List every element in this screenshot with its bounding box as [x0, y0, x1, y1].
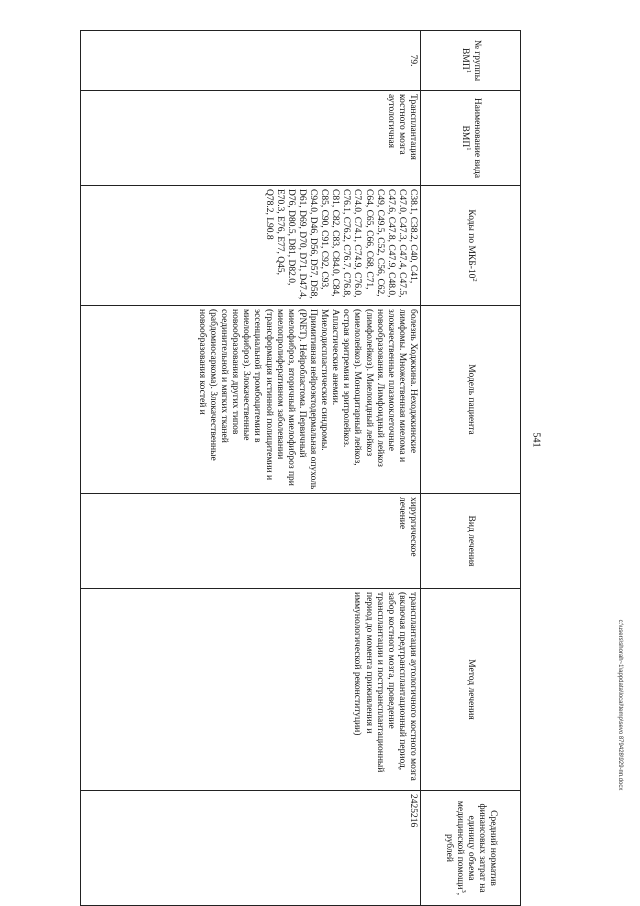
- header-icd-codes: Коды по МКБ-$10^2$: [421, 186, 521, 306]
- rotated-page-content: [80, 30, 521, 896]
- vmp-table: [80, 30, 521, 906]
- header-patient-model: Модель пациента: [421, 306, 521, 494]
- header-treatment-method: Метод лечения: [421, 589, 521, 791]
- header-average-cost: Средний норматив финансовых затрат на единицу объема медицинской помощи$^3$, рублей: [421, 791, 521, 906]
- cell-group-number: 79.: [81, 31, 421, 91]
- table-header-row: [421, 31, 521, 906]
- cell-treatment-type: хирургическое лечение: [81, 494, 421, 589]
- table-row: [81, 31, 421, 906]
- cell-treatment-method: трансплантация аутологичного костного мозга (включая предтрансплантационный период, забор костного мозга, проведение трансплантации и посттрансплантационный период до момента приживления и иммунологической реконституции): [81, 589, 421, 791]
- cell-icd-codes: C38.1, C38.2, C40, C41, C47.0, C47.3, C47.4, C47.5, C47.6, C47.8, C47.9, C48.0, C49, C49.5, C52, C56, C62, C64, C65, C66, C68, C71, C74.0, C74.1, C74.9, C76.0, C76.1, C76.2, C76.7, C76.8, C81, C82, C83, C84.0, C84, C85, C90, C91, C92, C93, C94.0, D46, D56, D57, D58, D61, D69, D70, D71, D47.4, D76, D80.5, D81, D82.0, E70.3, E76, E77, Q45, Q78.2, L90.8: [81, 186, 421, 306]
- cell-average-cost: 2425216: [81, 791, 421, 906]
- footer-file-path: c:\users\shorah~1\appdata\local\temp\sevo 879428\929-пп.docx: [617, 619, 623, 791]
- page-number: 541: [530, 432, 542, 448]
- header-treatment-type: Вид лечения: [421, 494, 521, 589]
- header-vmp-name: Наименование вида ВМП$^1$: [421, 91, 521, 186]
- cell-patient-model: болезнь Ходжкина. Неходжкинские лимфомы. Множественная миелома и злокачественные плазмоклеточные новообразования. Лимфоидный лейкоз (лимфолейкоз). Миелоидный лейкоз (миелолейкоз). Моноцитарный лейкоз, острая эритремия и эритролейкоз. Апластические анемии. Миелодиспластические синдромы. Примитивная нейроэктодермальная опухоль (PNET). Нейробластома. Первичный миелофиброз, вторичный миелофиброз при миелопролиферативном заболевании (трансформация истинной полицитемии и эссенциальной тромбоцитемии в миелофиброз). Злокачественные новообразования других типов соединительной и мягких тканей (рабдомиосаркома). Злокачественные новообразования костей и: [81, 306, 421, 494]
- cell-vmp-name: Трансплантация костного мозга аутологичная: [81, 91, 421, 186]
- header-group-number: № группы ВМП$^1$: [421, 31, 521, 91]
